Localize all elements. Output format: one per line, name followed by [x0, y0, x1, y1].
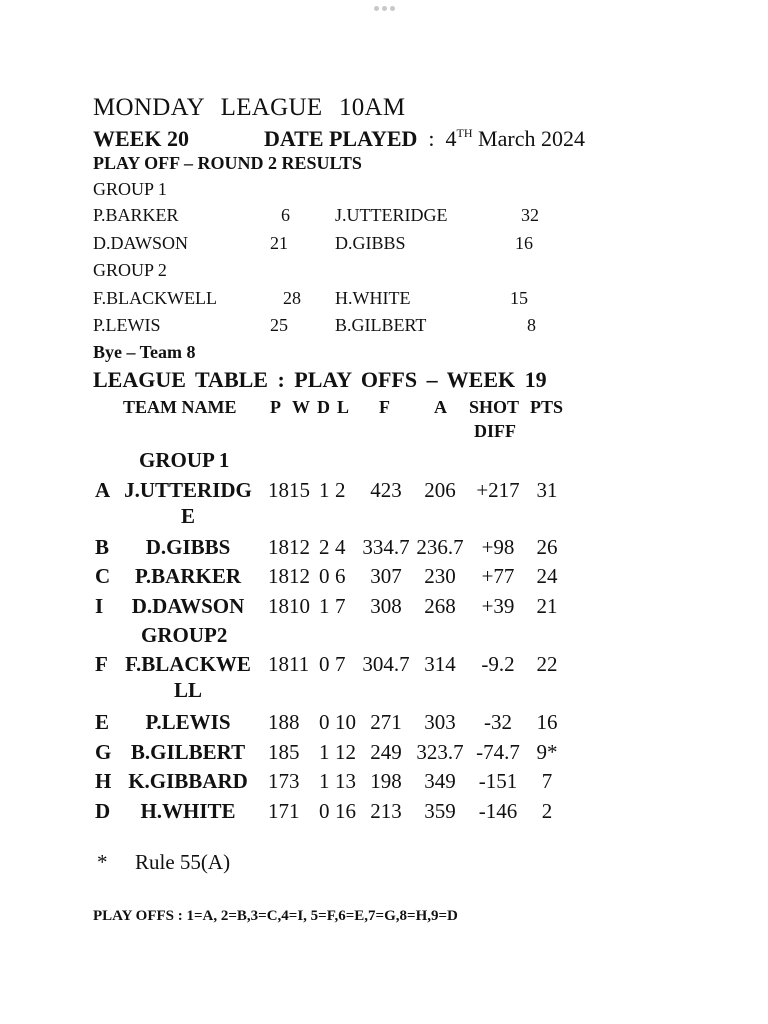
cell-d: 1: [319, 740, 330, 764]
row-code: I: [95, 594, 104, 618]
result-score1: 21: [270, 233, 288, 253]
cell-p: 17: [268, 769, 289, 793]
row-code: C: [95, 564, 111, 588]
result-score1: 28: [283, 288, 301, 308]
row-code: E: [95, 710, 110, 734]
cell-w: 12: [289, 564, 310, 588]
page-title: MONDAY LEAGUE 10AM: [93, 94, 406, 121]
window-handle[interactable]: [374, 6, 395, 11]
date-played: [264, 126, 585, 152]
results-group2-label: GROUP 2: [93, 260, 167, 280]
team-name-wrap: E: [180, 504, 196, 528]
cell-f: 213: [370, 799, 402, 823]
cell-pts: 7: [541, 769, 553, 793]
bye-note: Bye – Team 8: [93, 342, 196, 362]
col-l: L: [337, 397, 350, 417]
result-player2: J.UTTERIDGE: [335, 205, 448, 225]
col-p: P: [270, 397, 281, 417]
cell-l: 2: [335, 478, 346, 502]
cell-pts: 21: [536, 594, 558, 618]
col-a: A: [434, 397, 447, 417]
cell-d: 1: [319, 769, 330, 793]
team-name: P.BARKER: [135, 564, 241, 588]
date-separator: :: [428, 126, 435, 151]
team-name-wrap: LL: [173, 678, 203, 702]
cell-pts: 24: [536, 564, 558, 588]
cell-w: 3: [289, 769, 300, 793]
team-name: H.WHITE: [140, 799, 236, 823]
team-name: J.UTTERIDG: [124, 478, 252, 502]
cell-f: 308: [370, 594, 402, 618]
cell-a: 323.7: [416, 740, 464, 764]
cell-l: 13: [335, 769, 356, 793]
team-name: F.BLACKWE: [125, 652, 251, 676]
cell-pts: 26: [536, 535, 558, 559]
result-player2: H.WHITE: [335, 288, 411, 308]
cell-diff: +98: [481, 535, 515, 559]
cell-l: 16: [335, 799, 356, 823]
cell-a: 206: [424, 478, 456, 502]
cell-l: 12: [335, 740, 356, 764]
row-code: D: [95, 799, 111, 823]
cell-d: 0: [319, 652, 330, 676]
col-shot: SHOT: [469, 397, 520, 417]
cell-p: 17: [268, 799, 289, 823]
cell-f: 271: [370, 710, 402, 734]
result-player1: P.BARKER: [93, 205, 179, 225]
cell-l: 7: [335, 594, 346, 618]
cell-d: 0: [319, 564, 330, 588]
cell-p: 18: [268, 710, 289, 734]
cell-p: 18: [268, 535, 289, 559]
row-code: G: [95, 740, 112, 764]
week-label: WEEK 20: [93, 126, 189, 151]
cell-w: 10: [289, 594, 310, 618]
cell-f: 423: [370, 478, 402, 502]
footnote-mark: *: [97, 850, 108, 874]
result-score2: 16: [515, 233, 533, 253]
cell-d: 0: [319, 799, 330, 823]
result-player1: F.BLACKWELL: [93, 288, 218, 308]
cell-w: 1: [289, 799, 300, 823]
playoff-mapping: PLAY OFFS : 1=A, 2=B,3=C,4=I, 5=F,6=E,7=G,8=H,9=D: [93, 908, 458, 924]
result-score2: 32: [521, 205, 539, 225]
cell-pts: 22: [536, 652, 558, 676]
team-name: D.GIBBS: [145, 535, 231, 559]
col-d: D: [317, 397, 330, 417]
cell-diff: -32: [484, 710, 512, 734]
cell-diff: -151: [478, 769, 518, 793]
cell-d: 1: [319, 478, 330, 502]
cell-w: 15: [289, 478, 310, 502]
row-code: F: [95, 652, 108, 676]
cell-w: 11: [289, 652, 310, 676]
results-group1-label: GROUP 1: [93, 179, 167, 199]
col-pts: PTS: [530, 397, 564, 417]
cell-l: 10: [335, 710, 356, 734]
cell-f: 249: [370, 740, 402, 764]
team-name: D.DAWSON: [131, 594, 245, 618]
cell-d: 1: [319, 594, 330, 618]
cell-p: 18: [268, 564, 289, 588]
row-code: A: [95, 478, 111, 502]
table-group2-label: GROUP2: [141, 623, 228, 647]
cell-w: 8: [289, 710, 300, 734]
cell-a: 236.7: [416, 535, 464, 559]
cell-pts: 16: [536, 710, 558, 734]
cell-w: 5: [289, 740, 300, 764]
cell-diff: -9.2: [481, 652, 515, 676]
result-score2: 15: [510, 288, 528, 308]
team-name: K.GIBBARD: [128, 769, 248, 793]
cell-f: 334.7: [362, 535, 410, 559]
result-score2: 8: [527, 315, 536, 335]
cell-a: 268: [424, 594, 456, 618]
col-team-name: TEAM NAME: [123, 397, 237, 417]
cell-d: 0: [319, 710, 330, 734]
cell-a: 349: [424, 769, 456, 793]
date-suffix: TH: [456, 126, 473, 140]
cell-diff: -146: [478, 799, 518, 823]
team-name: B.GILBERT: [130, 740, 246, 764]
cell-diff: +217: [476, 478, 520, 502]
cell-a: 303: [424, 710, 456, 734]
date-day: 4: [445, 126, 457, 151]
result-score1: 25: [270, 315, 288, 335]
cell-pts: 2: [541, 799, 553, 823]
date-label: DATE PLAYED: [264, 126, 418, 151]
cell-p: 18: [268, 478, 289, 502]
cell-l: 4: [335, 535, 346, 559]
cell-a: 230: [424, 564, 456, 588]
result-player1: P.LEWIS: [93, 315, 161, 335]
row-code: H: [95, 769, 112, 793]
cell-w: 12: [289, 535, 310, 559]
cell-pts: 31: [536, 478, 558, 502]
cell-diff: +39: [481, 594, 515, 618]
cell-f: 304.7: [362, 652, 410, 676]
result-player1: D.DAWSON: [93, 233, 189, 253]
date-rest: March 2024: [478, 126, 585, 151]
cell-diff: +77: [481, 564, 515, 588]
round-title: PLAY OFF – ROUND 2 RESULTS: [93, 153, 362, 173]
col-diff: DIFF: [474, 421, 516, 441]
cell-p: 18: [268, 652, 289, 676]
result-score1: 6: [281, 205, 290, 225]
col-w: W: [292, 397, 310, 417]
cell-a: 359: [424, 799, 456, 823]
cell-p: 18: [268, 740, 289, 764]
cell-p: 18: [268, 594, 289, 618]
cell-pts: 9*: [536, 740, 558, 764]
cell-f: 307: [370, 564, 402, 588]
cell-diff: -74.7: [476, 740, 520, 764]
cell-l: 7: [335, 652, 346, 676]
result-player2: D.GIBBS: [335, 233, 406, 253]
cell-f: 198: [370, 769, 402, 793]
result-player2: B.GILBERT: [335, 315, 427, 335]
footnote-text: Rule 55(A): [135, 850, 231, 874]
team-name: P.LEWIS: [145, 710, 231, 734]
row-code: B: [95, 535, 110, 559]
table-group1-label: GROUP 1: [139, 448, 230, 472]
cell-d: 2: [319, 535, 330, 559]
cell-l: 6: [335, 564, 346, 588]
col-f: F: [379, 397, 390, 417]
league-table-title: LEAGUE TABLE : PLAY OFFS – WEEK 19: [93, 367, 547, 392]
cell-a: 314: [424, 652, 456, 676]
